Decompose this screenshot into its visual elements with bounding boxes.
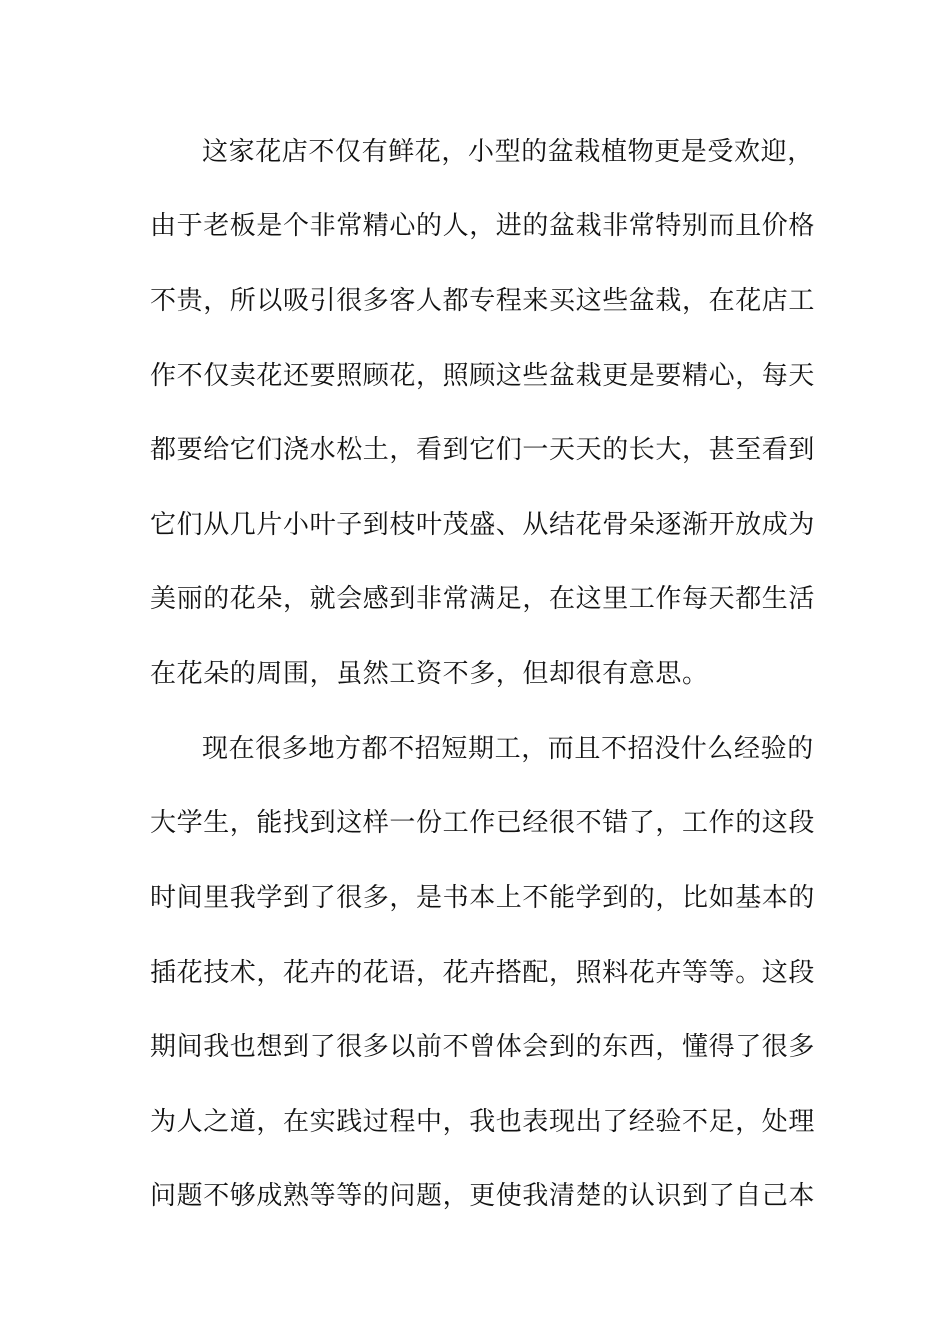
text-line: 期间我也想到了很多以前不曾体会到的东西，懂得了很多 — [150, 1032, 816, 1062]
text-line: 大学生，能找到这样一份工作已经很不错了，工作的这段 — [150, 808, 816, 838]
text-line: 为人之道，在实践过程中，我也表现出了经验不足，处理 — [150, 1107, 816, 1137]
text-line: 这家花店不仅有鲜花，小型的盆栽植物更是受欢迎， — [202, 137, 814, 167]
text-line: 美丽的花朵，就会感到非常满足，在这里工作每天都生活 — [150, 584, 816, 614]
text-line: 插花技术，花卉的花语，花卉搭配，照料花卉等等。这段 — [150, 958, 816, 988]
text-line: 都要给它们浇水松土，看到它们一天天的长大，甚至看到 — [150, 435, 816, 465]
text-line: 不贵，所以吸引很多客人都专程来买这些盆栽，在花店工 — [150, 286, 816, 316]
text-line: 问题不够成熟等等的问题，更使我清楚的认识到了自己本 — [150, 1181, 816, 1211]
text-line: 现在很多地方都不招短期工，而且不招没什么经验的 — [202, 734, 814, 764]
text-line: 由于老板是个非常精心的人，进的盆栽非常特别而且价格 — [150, 211, 816, 241]
text-line: 时间里我学到了很多，是书本上不能学到的，比如基本的 — [150, 883, 816, 913]
text-line: 在花朵的周围，虽然工资不多，但却很有意思。 — [150, 659, 709, 689]
text-line: 作不仅卖花还要照顾花，照顾这些盆栽更是要精心，每天 — [150, 361, 816, 391]
text-line: 它们从几片小叶子到枝叶茂盛、从结花骨朵逐渐开放成为 — [150, 510, 816, 540]
